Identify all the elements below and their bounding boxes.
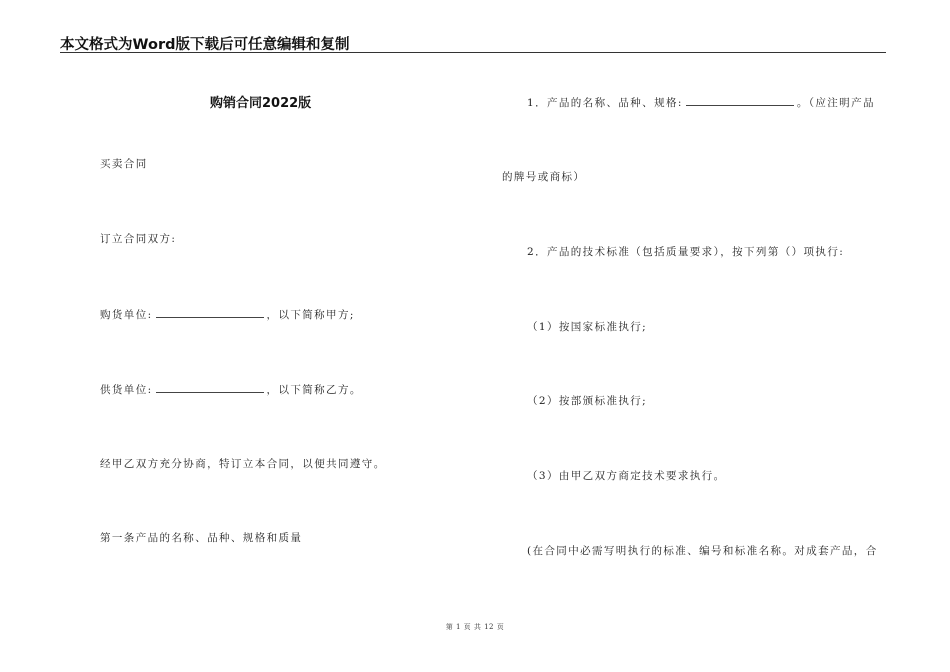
paragraph-technical-standard: 2．产品的技术标准（包括质量要求），按下列第（）项执行: [527, 246, 845, 258]
buyer-suffix: ，以下简称甲方; [266, 309, 355, 321]
paragraph-standard-note: (在合同中必需写明执行的标准、编号和标准名称。对成套产品，合 [527, 545, 878, 557]
header-note: 本文格式为Word版下载后可任意编辑和复制 [60, 37, 350, 53]
seller-suffix: ，以下简称乙方。 [266, 384, 362, 396]
paragraph-product-name [527, 94, 875, 110]
page-number: 第 1 页 共 12 页 [445, 623, 505, 631]
seller-blank-line [156, 381, 264, 393]
paragraph-seller [100, 381, 362, 397]
paragraph-parties: 订立合同双方: [100, 233, 177, 245]
buyer-blank-line [156, 306, 264, 318]
paragraph-negotiated-standard: （3）由甲乙双方商定技术要求执行。 [527, 470, 726, 482]
paragraph-contract-type: 买卖合同 [100, 158, 148, 170]
document-title: 购销合同2022版 [210, 96, 312, 111]
seller-label: 供货单位: [100, 384, 153, 396]
product-name-suffix: 。（应注明产品 [796, 97, 875, 109]
buyer-label: 购货单位: [100, 309, 153, 321]
paragraph-product-brand: 的牌号或商标） [502, 171, 586, 183]
paragraph-ministry-standard: （2）按部颁标准执行; [527, 395, 648, 407]
paragraph-national-standard: （1）按国家标准执行; [527, 321, 648, 333]
product-name-label: 1．产品的名称、品种、规格: [527, 97, 683, 109]
paragraph-buyer [100, 306, 355, 322]
product-name-blank-line [686, 94, 794, 106]
header-divider [60, 52, 886, 53]
paragraph-agreement: 经甲乙双方充分协商，特订立本合同，以便共同遵守。 [100, 458, 386, 470]
paragraph-article-one: 第一条产品的名称、品种、规格和质量 [100, 532, 303, 544]
